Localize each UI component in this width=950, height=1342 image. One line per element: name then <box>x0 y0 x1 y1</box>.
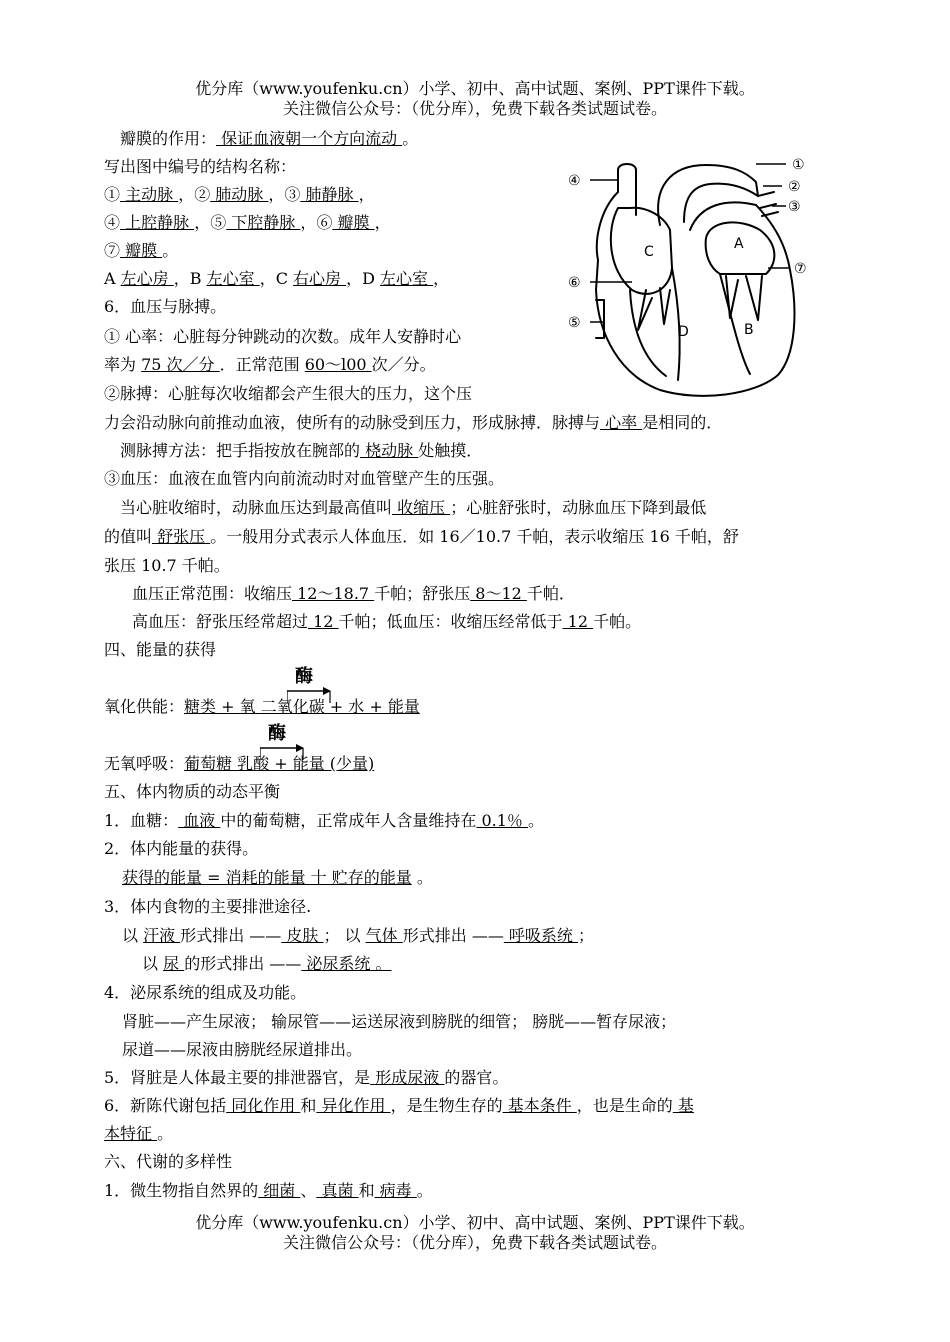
valve-6-right <box>660 288 670 324</box>
heart-outline <box>596 192 794 396</box>
line-blood-pressure-pulse: 6．血压与脉搏。 <box>104 297 227 316</box>
line-hyper-hypotension: 高血压：舒张压经常超过 12 千帕；低血压：收缩压经常低于 12 千帕。 <box>132 612 642 631</box>
heart-chamber-a: A <box>734 236 744 252</box>
line-pulse-method: 测脉搏方法：把手指按放在腕部的 桡动脉 处触摸． <box>120 441 483 460</box>
line-structures-4-6: ④ 上腔静脉 ，⑤ 下腔静脉 ，⑥ 瓣膜 ， <box>104 213 391 232</box>
line-systolic: 当心脏收缩时，动脉血压达到最高值叫 收缩压 ；心脏舒张时，动脉血压下降到最低 <box>120 498 707 517</box>
line-heart-rate-value: 率为 75 次／分 ．正常范围 60～l00 次／分。 <box>104 355 436 374</box>
line-aerobic: 氧化供能：糖类 + 氧 二氧化碳 + 水 + 能量 <box>104 697 420 716</box>
footer-line-2: 关注微信公众号：（优分库），免费下载各类试题试卷。 <box>282 1233 667 1252</box>
heart-chamber-d: D <box>678 324 689 340</box>
right-atrium <box>611 208 672 294</box>
heart-label-3: ③ <box>788 199 801 215</box>
line-pulse-def-2: 力会沿动脉向前推动血液，使所有的动脉受到压力，形成脉搏．脉搏与 心率 是相同的． <box>104 413 723 432</box>
valve-left-2 <box>746 276 762 320</box>
line-urinary-system: 4．泌尿系统的组成及功能。 <box>104 983 307 1002</box>
heart-diagram <box>560 150 830 402</box>
right-ventricle <box>630 290 666 376</box>
line-chambers: A 左心房 ，B 左心室 ，C 右心房 ，D 左心室 ， <box>104 269 450 288</box>
line-anaerobic: 无氧呼吸：葡萄糖 乳酸 + 能量 (少量) <box>104 754 375 773</box>
line-diastolic-value: 张压 10.7 千帕。 <box>104 556 230 575</box>
pulmonary-artery <box>690 202 756 230</box>
header-line-2: 关注微信公众号：（优分库），免费下载各类试题试卷。 <box>282 99 667 118</box>
line-metabolism-2: 本特征 。 <box>104 1124 174 1143</box>
section-dynamic-balance: 五、体内物质的动态平衡 <box>104 782 281 801</box>
line-kidney: 5．肾脏是人体最主要的排泄器官，是 形成尿液 的器官。 <box>104 1068 509 1087</box>
line-bp-def: ③血压：血液在血管内向前流动时对血管壁产生的压强。 <box>104 469 505 488</box>
heart-label-2: ② <box>788 179 801 195</box>
line-metabolism: 6．新陈代谢包括 同化作用 和 异化作用 ，是生物生存的 基本条件 ，也是生命的 基 <box>104 1096 694 1115</box>
line-blood-sugar: 1．血糖： 血液 中的葡萄糖，正常成年人含量维持在 0.1％ 。 <box>104 811 545 830</box>
line-energy-equation: 获得的能量 = 消耗的能量 十 贮存的能量 。 <box>122 868 433 887</box>
line-excretion-urine: 以 尿 的形式排出 —— 泌尿系统 。 <box>142 954 392 973</box>
line-structure-names: 写出图中编号的结构名称： <box>104 157 297 176</box>
enzyme-label: 酶 <box>295 666 313 687</box>
line-diastolic: 的值叫 舒张压 。一般用分式表示人体血压．如 16／10.7 千帕，表示收缩压 16 千帕，舒 <box>104 527 739 546</box>
line-pulse-def: ②脉搏：心脏每次收缩都会产生很大的压力，这个压 <box>104 384 473 403</box>
section-energy: 四、能量的获得 <box>104 640 217 659</box>
line-excretion-sweat-gas: 以 汗液 形式排出 —— 皮肤 ； 以 气体 形式排出 —— 呼吸系统 ； <box>122 926 595 945</box>
footer-line-1: 优分库（www.youfenku.cn）小学、初中、高中试题、案例、PPT课件下载。 <box>195 1213 755 1232</box>
valve-left-1 <box>726 276 738 318</box>
heart-chamber-c: C <box>644 244 654 260</box>
line-structure-7: ⑦ 瓣膜 。 <box>104 241 179 260</box>
heart-label-1: ① <box>792 157 805 173</box>
line-urethra: 尿道——尿液由膀胱经尿道排出。 <box>122 1040 363 1059</box>
heart-label-4: ④ <box>568 173 581 189</box>
header-line-1: 优分库（www.youfenku.cn）小学、初中、高中试题、案例、PPT课件下载。 <box>195 79 755 98</box>
line-urinary-organs: 肾脏——产生尿液； 输尿管——运送尿液到膀胱的细管； 膀胱——暂存尿液； <box>122 1012 677 1031</box>
line-excretion-routes: 3．体内食物的主要排泄途径. <box>104 897 312 916</box>
valve-6-left <box>638 290 652 330</box>
section-metabolism-diversity: 六、代谢的多样性 <box>104 1152 233 1171</box>
line-energy-obtain: 2．体内能量的获得。 <box>104 839 259 858</box>
aorta-arch <box>658 165 758 225</box>
heart-label-6: ⑥ <box>568 275 581 291</box>
line-structures-1-3: ① 主动脉 ，② 肺动脉 ，③ 肺静脉 ， <box>104 185 375 204</box>
heart-chamber-b: B <box>744 322 754 338</box>
pulmonary-vein-1 <box>758 192 778 216</box>
line-valve-function: 瓣膜的作用： 保证血液朝一个方向流动 。 <box>120 129 419 148</box>
heart-label-5: ⑤ <box>568 315 581 331</box>
heart-label-7: ⑦ <box>794 261 807 277</box>
line-microorganisms: 1．微生物指自然界的 细菌 、 真菌 和 病毒 。 <box>104 1181 433 1200</box>
enzyme-label: 酶 <box>268 723 286 744</box>
line-heart-rate-def: ① 心率：心脏每分钟跳动的次数。成年人安静时心 <box>104 327 462 346</box>
line-bp-normal-range: 血压正常范围：收缩压 12～18.7 千帕；舒张压 8～12 千帕． <box>132 584 575 603</box>
